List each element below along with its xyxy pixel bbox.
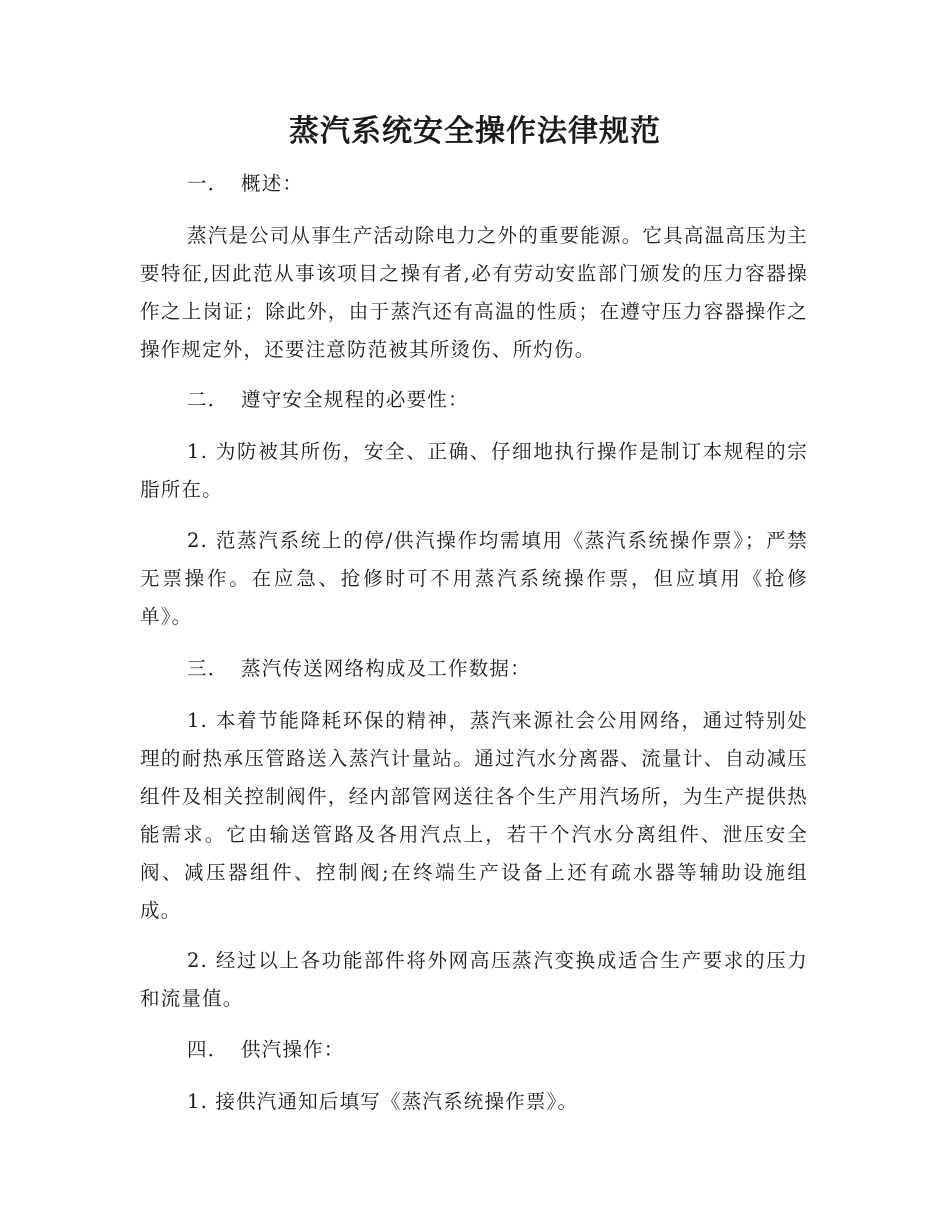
section-number: 二． (187, 388, 229, 411)
section-heading-3 (187, 650, 531, 688)
paragraph: 1. 为防被其所伤，安全、正确、仔细地执行操作是制订本规程的宗脂所在。 (140, 440, 808, 501)
section-number: 四． (187, 1038, 229, 1061)
section-heading-4 (187, 1031, 345, 1069)
section-heading-1 (187, 165, 303, 203)
section-number: 三． (187, 657, 229, 680)
document-title: 蒸汽系统安全操作法律规范 (289, 114, 661, 149)
section-heading-text: 蒸汽传送网络构成及工作数据： (241, 657, 531, 680)
section-heading-text: 遵守安全规程的必要性： (241, 388, 469, 411)
section-heading-text: 概述： (241, 172, 304, 195)
section-heading-2 (187, 381, 469, 419)
paragraph: 1. 接供汽通知后填写《蒸汽系统操作票》。 (187, 1090, 579, 1113)
paragraph: 2. 经过以上各功能部件将外网高压蒸汽变换成适合生产要求的压力和流量值。 (140, 949, 808, 1010)
paragraph: 1. 本着节能降耗环保的精神，蒸汽来源社会公用网络，通过特别处理的耐热承压管路送入蒸汽计量站。通过汽水分离器、流量计、自动减压组件及相关控制阀件，经内部管网送往各个生产用汽场所，为生产提供热能需求。它由输送管路及各用汽点上，若干个汽水分离组件、泄压安全阀、减压器组件、控制阀;在终端生产设备上还有疏水器等辅助设施组成。 (140, 709, 808, 922)
paragraph: 2. 范蒸汽系统上的停/供汽操作均需填用《蒸汽系统操作票》；严禁无票操作。在应急、抢修时可不用蒸汽系统操作票，但应填用《抢修单》。 (140, 529, 808, 628)
paragraph: 蒸汽是公司从事生产活动除电力之外的重要能源。它具高温高压为主要特征,因此范从事该项目之操有者,必有劳动安监部门颁发的压力容器操作之上岗证；除此外，由于蒸汽还有高温的性质；在遵守压力容器操作之操作规定外，还要注意防范被其所烫伤、所灼伤。 (140, 224, 809, 361)
section-number: 一． (187, 172, 229, 195)
section-heading-text: 供汽操作： (241, 1038, 345, 1061)
